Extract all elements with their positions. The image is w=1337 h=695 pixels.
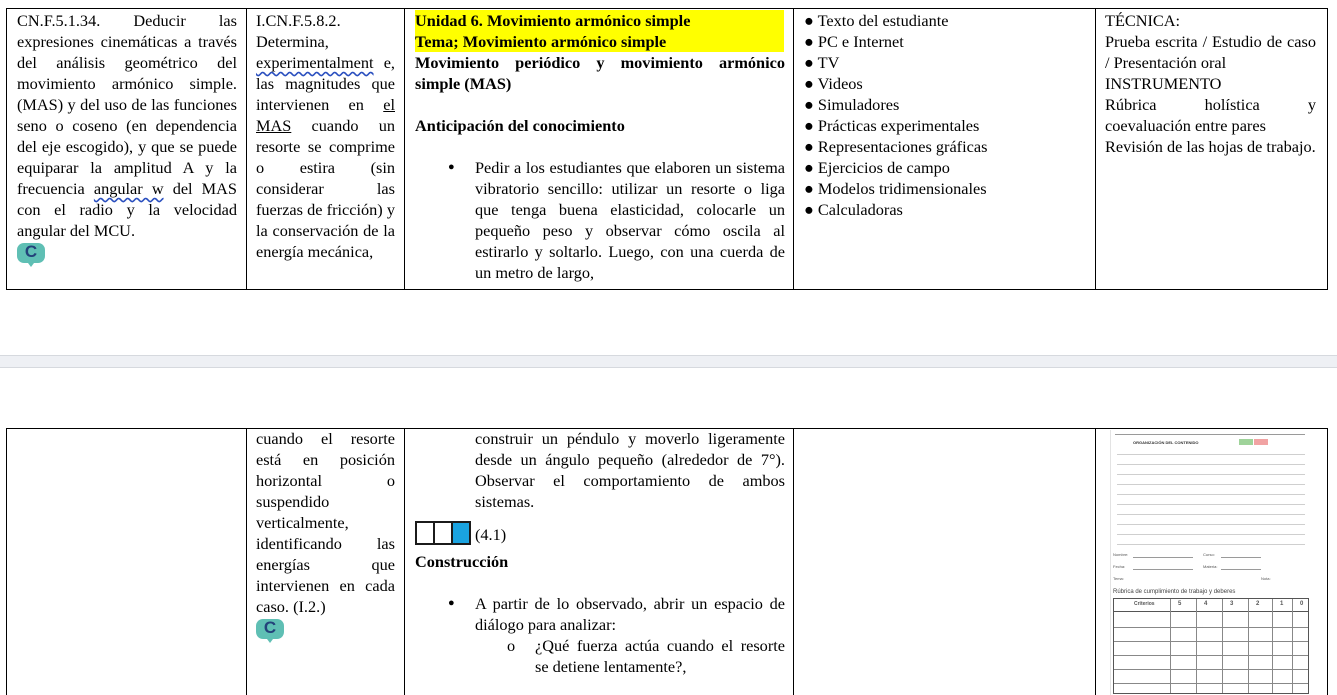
progress-boxes-icon [415, 521, 469, 545]
thumb-score: 1 [1280, 601, 1284, 607]
resource-item: ● Calculadoras [804, 200, 903, 219]
col-border [1327, 428, 1328, 695]
indicator-cell [256, 10, 395, 290]
thumb-field: Nota: [1261, 576, 1271, 581]
thumb-green-cell [1239, 439, 1253, 445]
sub-bullet-text: ¿Qué fuerza actúa cuando el resorte se detiene lentamente?, [535, 636, 785, 676]
instrumento-text: Rúbrica holística y coevaluación entre pares [1105, 95, 1316, 135]
resource-item: ● PC e Internet [804, 32, 904, 51]
resource-item: ● Ejercicios de campo [804, 158, 950, 177]
page-1 [0, 0, 1337, 322]
col-border [6, 8, 7, 290]
comment-c-icon[interactable]: C [17, 243, 237, 272]
table-top-border [6, 8, 1328, 9]
comment-c-icon[interactable]: C [256, 619, 395, 648]
resource-item: ● Representaciones gráficas [804, 137, 988, 156]
thumb-field: Nombre: [1113, 552, 1129, 557]
indicator-underlined-mas: el MAS [256, 95, 395, 135]
thumb-criterios: Criterios [1134, 601, 1155, 607]
activities-continuation-cell [415, 428, 785, 695]
unit-title: Unidad 6. Movimiento armónico simple [415, 10, 784, 31]
progress-boxes-row [415, 521, 785, 551]
resource-item: ● Texto del estudiante [804, 11, 949, 30]
topic-title: Tema; Movimiento armónico simple [415, 31, 784, 52]
activity-code: (4.1) [475, 525, 507, 544]
skill-text: CN.F.5.1.34. Deducir las expresiones cinemáticas a través del análisis geométrico del movimiento armónico simple. (MAS) y del uso de las funciones seno o coseno (en dependencia del eje escogido), y que se puede equiparar la amplitud A y la frecuencia [17, 11, 237, 198]
resource-item: ● Simuladores [804, 95, 900, 114]
col-border [1095, 428, 1096, 695]
resource-item: ● TV [804, 53, 840, 72]
resource-item: ● Prácticas experimentales [804, 116, 980, 135]
thumb-score: 2 [1256, 601, 1260, 607]
thumb-score: 5 [1178, 601, 1182, 607]
tecnica-text: Prueba escrita / Estudio de caso / Presentación oral [1105, 32, 1316, 72]
col-border [793, 428, 794, 695]
col-border [6, 428, 7, 695]
activities-cell [415, 10, 785, 290]
indicator-continuation-cell [256, 428, 395, 695]
section-heading: Construcción [415, 552, 509, 571]
thumb-field: Tema: [1113, 576, 1124, 581]
section-heading: Anticipación del conocimiento [415, 116, 625, 135]
activity-bullet: ● Pedir a los estudiantes que elaboren un sistema vibratorio sencillo: utilizar un resorte o liga que tenga buena elasticidad, colocarle un pequeño peso y observar cómo oscila al estirarlo y soltarlo. Luego, con una cuerda de un metro de largo, [415, 157, 785, 283]
thumb-red-cell [1254, 439, 1268, 445]
col-border [404, 8, 405, 290]
thumb-score: 0 [1300, 601, 1304, 607]
indicator-text: e, las magnitudes que intervienen en [256, 53, 395, 114]
resource-item: ● Videos [804, 74, 863, 93]
col-border [404, 428, 405, 695]
indicator-continuation-text: cuando el resorte está en posición horizontal o suspendido verticalmente, identificando las energías que intervienen en cada caso. (I.2.) [256, 429, 395, 616]
indicator-text-end: cuando un resorte se comprime o estira (sin considerar las fuerzas de fricción) y la conservación de la energía mecánica, [256, 116, 395, 261]
evaluation-cell [1105, 10, 1316, 290]
skill-text-underlined: angular w [93, 179, 164, 198]
subtitle: Movimiento periódico y movimiento armónico simple (MAS) [415, 53, 785, 93]
page-break [0, 355, 1337, 368]
thumb-field: Fecha: [1113, 564, 1126, 569]
thumb-rubric-table [1113, 598, 1309, 694]
skill-description-cell [17, 10, 237, 290]
extra-text: Revisión de las hojas de trabajo. [1105, 137, 1316, 156]
sub-bullet-marker: o [507, 636, 516, 655]
instrumento-label: INSTRUMENTO [1105, 74, 1222, 93]
col-border [246, 8, 247, 290]
resources-cell [804, 10, 1089, 290]
activity-sub-bullet [415, 635, 785, 677]
activity-continuation-text: construir un péndulo y moverlo ligeramente desde un ángulo pequeño (alrededor de 7°). Observar el comportamiento de ambos sistemas. [475, 429, 785, 511]
indicator-underlined: experimentalment [256, 53, 374, 72]
indicator-code: I.CN.F.5.8.2. [256, 11, 341, 30]
indicator-line: Determina, [256, 32, 329, 51]
thumb-score: 4 [1204, 601, 1208, 607]
col-border [246, 428, 247, 695]
col-border [1095, 8, 1096, 290]
page-2 [0, 428, 1337, 695]
thumb-title: Rúbrica de cumplimiento de trabajo y deberes [1113, 589, 1236, 595]
col-border [793, 8, 794, 290]
skill-text-end: del MAS con el radio y la velocidad angular del MCU. [17, 179, 237, 240]
activity-bullet: ● A partir de lo observado, abrir un espacio de diálogo para analizar: [415, 593, 785, 635]
col-border [1327, 8, 1328, 290]
thumb-heading: ORGANIZACIÓN DEL CONTENIDO [1133, 440, 1199, 445]
resource-item: ● Modelos tridimensionales [804, 179, 987, 198]
rubric-thumbnail-image [1110, 430, 1311, 695]
thumb-field: Materia: [1203, 564, 1218, 569]
thumb-score: 3 [1230, 601, 1234, 607]
tecnica-label: TÉCNICA: [1105, 11, 1181, 30]
thumb-field: Curso: [1203, 552, 1215, 557]
